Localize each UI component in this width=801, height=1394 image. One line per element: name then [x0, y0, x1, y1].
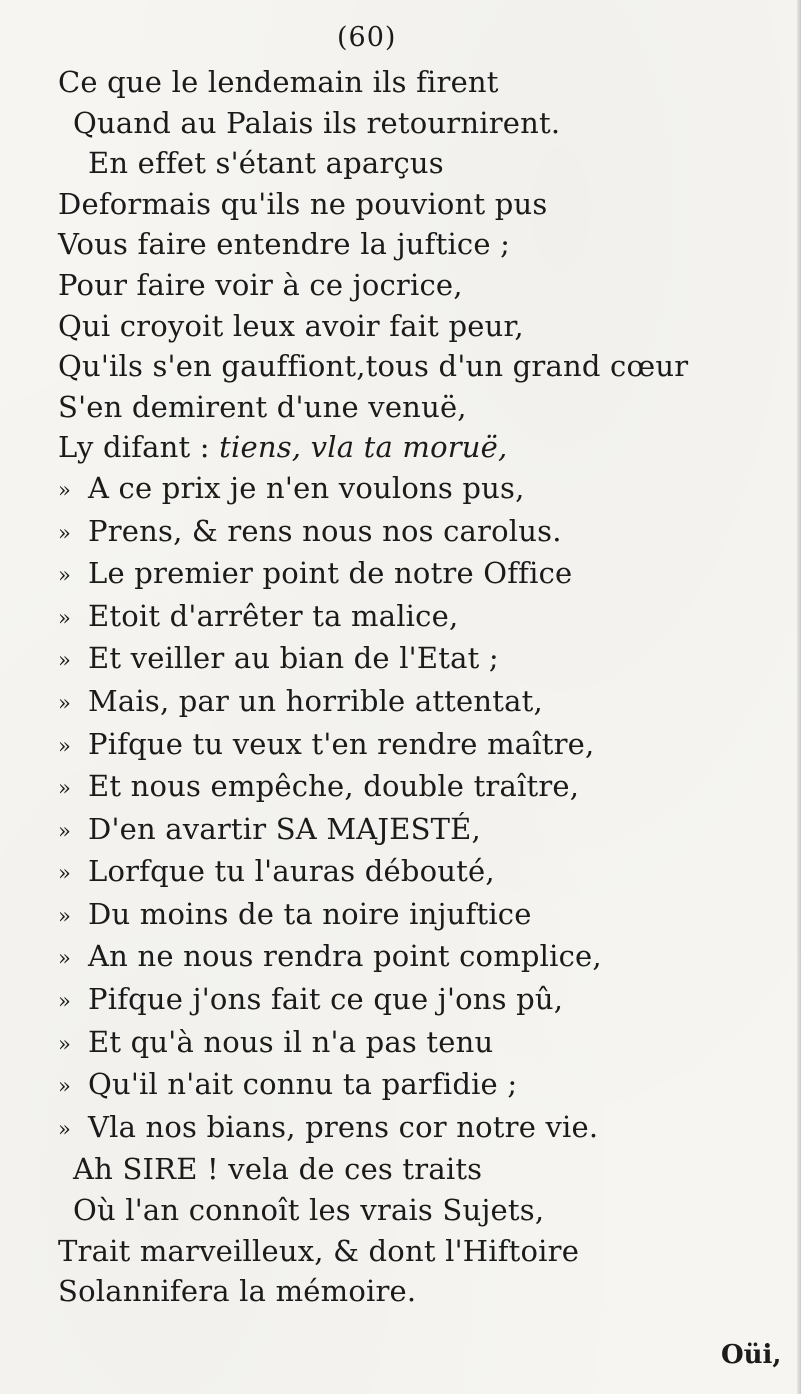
- verse-line: S'en demirent d'une venuë,: [58, 389, 467, 424]
- quoted-verse-line: » Et nous empêche, double traître,: [58, 766, 798, 809]
- quote-mark: »: [58, 1031, 69, 1056]
- quote-mark: »: [58, 648, 69, 673]
- quoted-verse-line: » Pifque j'ons fait ce que j'ons pû,: [58, 979, 798, 1022]
- verse-line: Qu'ils s'en gauffiont,tous d'un grand cœur: [58, 349, 689, 384]
- quote-mark: »: [58, 818, 69, 843]
- quoted-verse-line: » An ne nous rendra point complice,: [58, 936, 798, 979]
- poem-text: [58, 62, 798, 1312]
- quoted-verse-line: » Etoit d'arrêter ta malice,: [58, 596, 798, 639]
- quoted-verse-line: » Et qu'à nous il n'a pas tenu: [58, 1022, 798, 1065]
- quote-mark: »: [58, 563, 69, 588]
- verse-line: Deformais qu'ils ne pouviont pus: [58, 186, 548, 221]
- quoted-verse-line: » Qu'il n'ait connu ta parfidie ;: [58, 1064, 798, 1107]
- verse-line: Vous faire entendre la juftice ;: [58, 227, 511, 262]
- catchword: Oüi,: [721, 1340, 782, 1370]
- verse-line: En effet s'étant aparçus: [88, 146, 444, 181]
- verse-line: Où l'an connoît les vrais Sujets,: [73, 1193, 545, 1228]
- page-number: (60): [337, 22, 397, 53]
- quoted-verse-line: » Vla nos bians, prens cor notre vie.: [58, 1107, 798, 1150]
- quoted-verse-line: » D'en avartir SA MAJESTÉ,: [58, 809, 798, 852]
- quote-mark: »: [58, 989, 69, 1014]
- quote-mark: »: [58, 690, 69, 715]
- quote-mark: »: [58, 1074, 69, 1099]
- quoted-verse-line: » Du moins de ta noire injuftice: [58, 894, 798, 937]
- quoted-verse-line: » A ce prix je n'en voulons pus,: [58, 468, 798, 511]
- quote-mark: »: [58, 605, 69, 630]
- quoted-verse-line: » Prens, & rens nous nos carolus.: [58, 511, 798, 554]
- quote-mark: »: [58, 776, 69, 801]
- quote-mark: »: [58, 861, 69, 886]
- verse-line: Pour faire voir à ce jocrice,: [58, 267, 463, 302]
- quoted-verse-line: » Le premier point de notre Office: [58, 553, 798, 596]
- verse-line: Ah SIRE ! vela de ces traits: [73, 1152, 483, 1187]
- quoted-verse-line: » Pifque tu veux t'en rendre maître,: [58, 724, 798, 767]
- verse-line: Quand au Palais ils retournirent.: [73, 105, 561, 140]
- quoted-verse-line: » Lorfque tu l'auras débouté,: [58, 851, 798, 894]
- quote-mark: »: [58, 520, 69, 545]
- quote-mark: »: [58, 477, 69, 502]
- italic-phrase: tiens, vla ta moruë,: [219, 430, 508, 465]
- verse-line: Trait marveilleux, & dont l'Hiftoire: [58, 1233, 580, 1268]
- quote-mark: »: [58, 903, 69, 928]
- verse-line: Ce que le lendemain ils firent: [58, 65, 499, 99]
- verse-line: Solannifera la mémoire.: [58, 1274, 417, 1309]
- quoted-verse-line: » Mais, par un horrible attentat,: [58, 681, 798, 724]
- verse-line: Qui croyoit leux avoir fait peur,: [58, 308, 524, 343]
- quoted-verse-line: » Et veiller au bian de l'Etat ;: [58, 638, 798, 681]
- verse-line: Ly difant : tiens, vla ta moruë,: [58, 430, 508, 465]
- quote-mark: »: [58, 733, 69, 758]
- quote-mark: »: [58, 1116, 69, 1141]
- quote-mark: »: [58, 946, 69, 971]
